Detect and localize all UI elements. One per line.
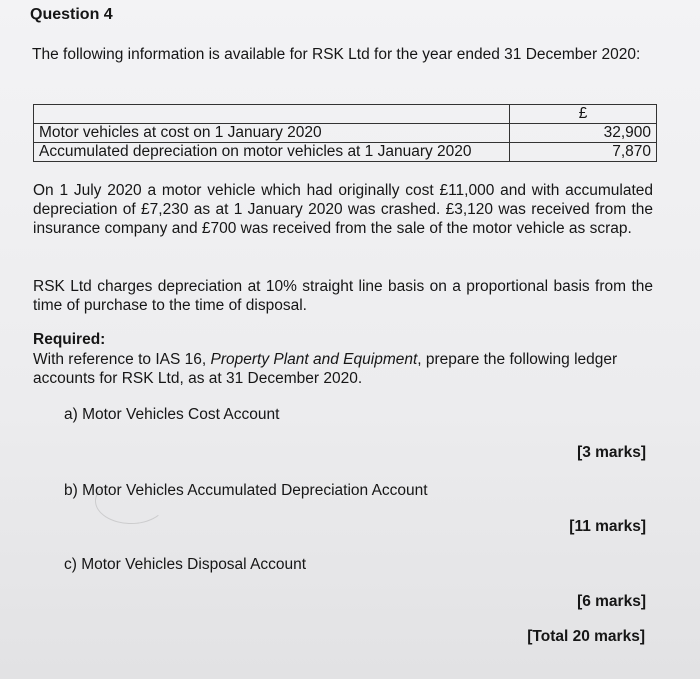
depreciation-policy-paragraph: RSK Ltd charges depreciation at 10% straight line basis on a proportional basis from the time of purchase to the time of disposal. (33, 278, 653, 314)
question-intro: The following information is available for RSK Ltd for the year ended 31 December 2020: (32, 46, 641, 63)
table-row-value: 32,900 (510, 124, 657, 143)
part-a-marks: [3 marks] (577, 444, 646, 461)
total-marks: [Total 20 marks] (527, 628, 645, 645)
standard-name: Property Plant and Equipment (210, 351, 418, 368)
info-table (33, 104, 657, 162)
required-text (33, 350, 658, 388)
scenario-paragraph: On 1 July 2020 a motor vehicle which had originally cost £11,000 and with accumulated depreciation of £7,230 as at 1 January 2020 was crashed. £3,120 was received from the insurance company and £700 was received from the sale of the motor vehicle as scrap. (33, 182, 653, 237)
part-c-label: c) Motor Vehicles Disposal Account (64, 556, 307, 573)
table-row-value: 7,870 (510, 143, 657, 162)
table-header-blank (34, 105, 510, 124)
required-text-end: , prepare the following ledger accounts for RSK Ltd, as at 31 December 2020. (33, 351, 618, 387)
table-row (34, 143, 657, 162)
table-row-label: Accumulated depreciation on motor vehicles at 1 January 2020 (34, 143, 510, 162)
part-b-marks: [11 marks] (569, 518, 646, 535)
part-c-marks: [6 marks] (577, 593, 646, 610)
part-b-label: b) Motor Vehicles Accumulated Depreciation Account (64, 482, 428, 499)
required-text-start: With reference to IAS 16, (33, 351, 211, 368)
table-row-label: Motor vehicles at cost on 1 January 2020 (34, 124, 510, 143)
table-header-row (34, 105, 657, 124)
question-heading: Question 4 (30, 6, 113, 23)
required-title: Required: (33, 331, 106, 348)
table-row (34, 124, 657, 143)
table-currency-header: £ (510, 105, 657, 124)
part-a-label: a) Motor Vehicles Cost Account (64, 406, 280, 423)
